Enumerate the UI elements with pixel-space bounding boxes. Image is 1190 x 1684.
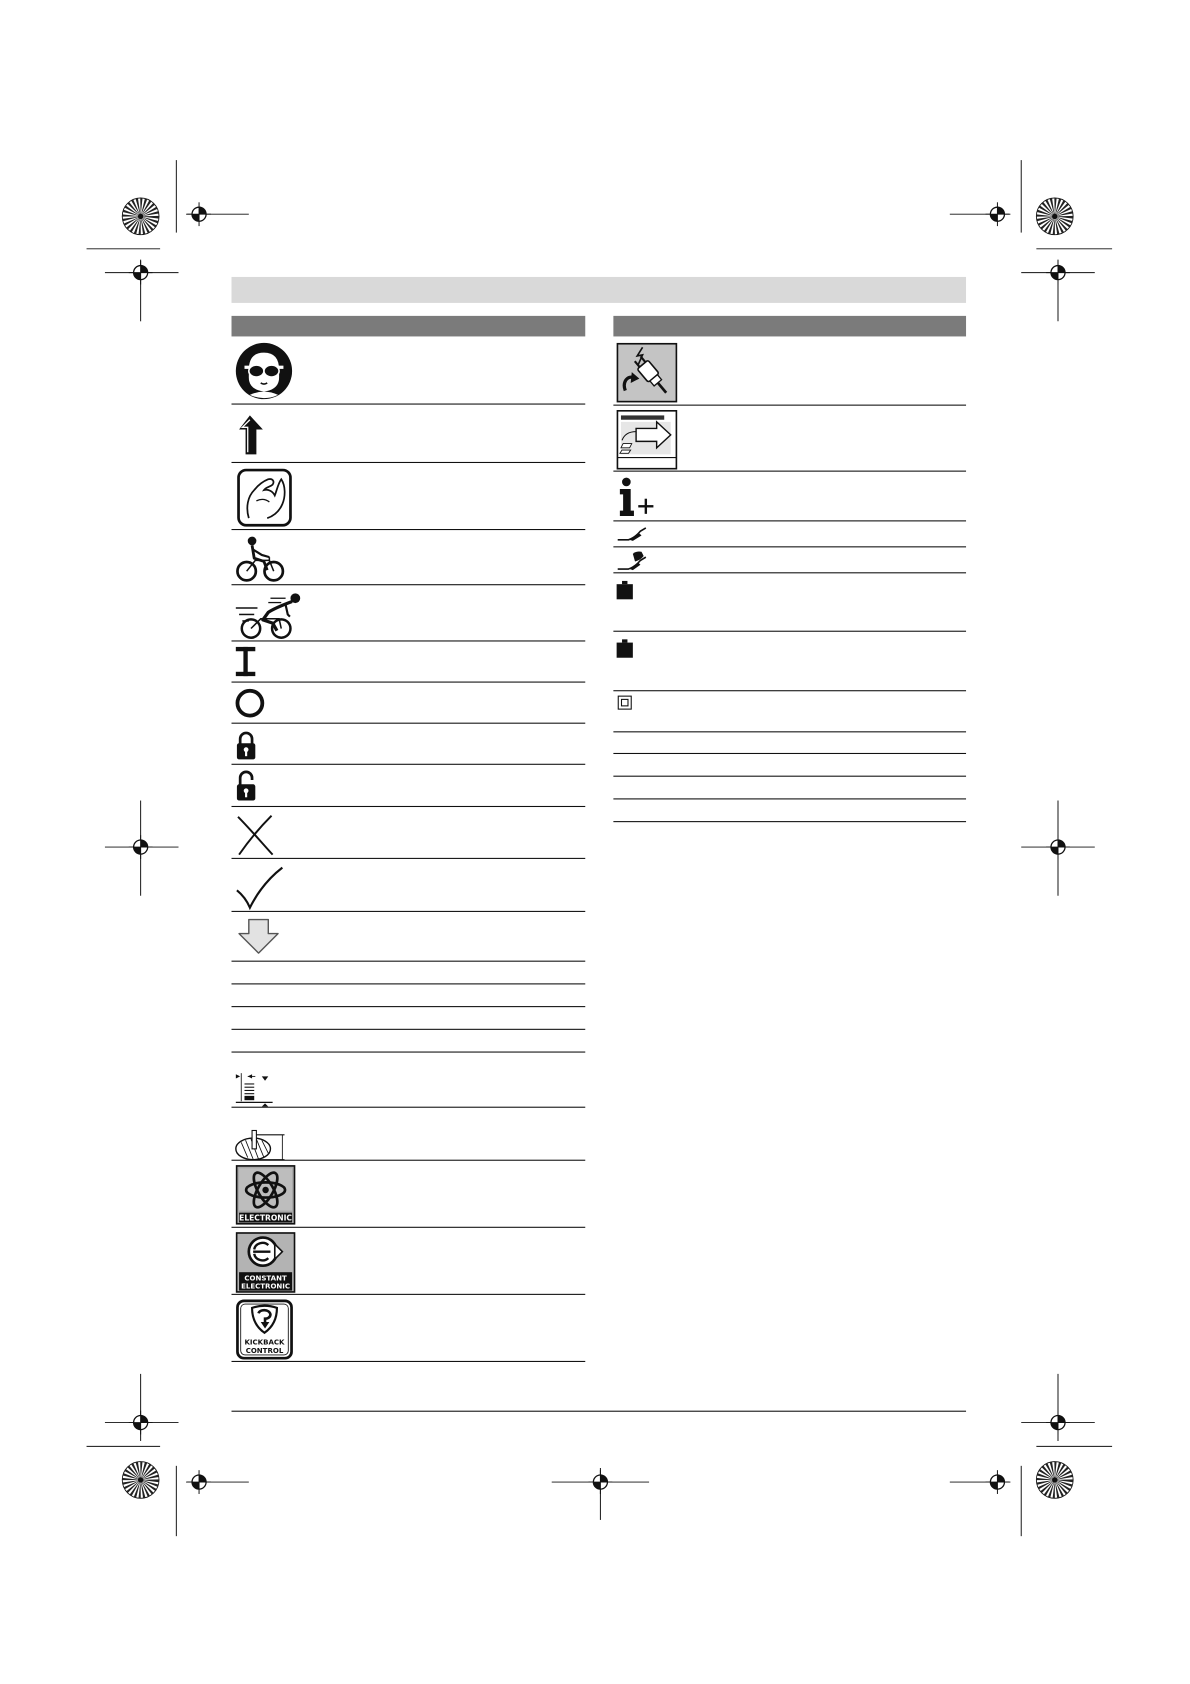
registration-mark bbox=[129, 1411, 153, 1435]
logo-text: ELECTRONIC bbox=[241, 1281, 291, 1291]
marks-bottom-left bbox=[87, 1374, 249, 1536]
logo-text: ELECTRONIC bbox=[239, 1213, 292, 1223]
logo-text: KICKBACK bbox=[244, 1337, 285, 1347]
color-wheel-mark bbox=[1036, 198, 1073, 235]
color-wheel-mark bbox=[122, 198, 159, 235]
registration-mark bbox=[1046, 835, 1070, 859]
registration-mark bbox=[187, 202, 211, 226]
color-wheel-mark bbox=[1036, 1462, 1073, 1499]
registration-mark bbox=[986, 1470, 1010, 1494]
registration-mark bbox=[588, 1470, 612, 1494]
logo-text: CONSTANT bbox=[244, 1273, 287, 1283]
color-wheel-mark bbox=[122, 1462, 159, 1499]
registration-mark bbox=[187, 1470, 211, 1494]
marks-bottom-right bbox=[950, 1374, 1112, 1536]
marks-top-right bbox=[950, 160, 1112, 321]
registration-mark bbox=[986, 202, 1010, 226]
registration-mark bbox=[1046, 261, 1070, 285]
registration-mark bbox=[1046, 1411, 1070, 1435]
registration-mark bbox=[129, 835, 153, 859]
logo-text: CONTROL bbox=[245, 1345, 284, 1355]
marks-top-left bbox=[87, 160, 249, 321]
registration-mark bbox=[129, 261, 153, 285]
marks-middle bbox=[105, 801, 1095, 896]
